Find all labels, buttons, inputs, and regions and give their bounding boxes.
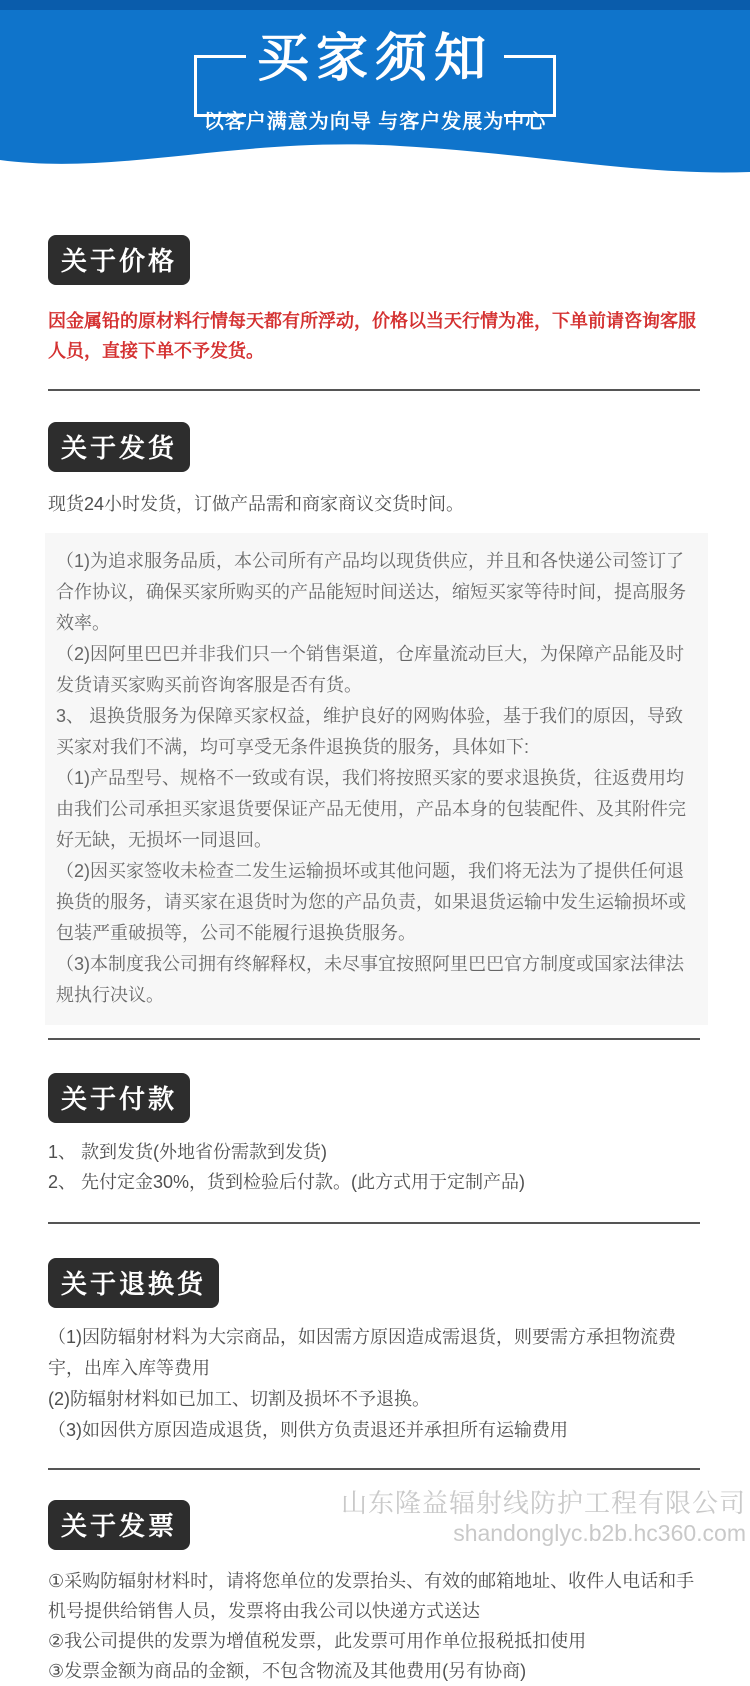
price-notice-text: 因金属铅的原材料行情每天都有所浮动，价格以当天行情为准，下单前请咨询客服人员，直接下单不予发货。 [48,311,696,361]
invoice-term: ①采购防辐射材料时，请将您单位的发票抬头、有效的邮箱地址、收件人电话和手机号提供给销售人员，发票将由我公司以快递方式送达 [48,1571,695,1621]
notice-content [0,178,750,1686]
returns-term: （3)如因供方原因造成退货，则供方负责退还并承担所有运输费用 [48,1420,569,1440]
section-divider [48,1468,700,1470]
watermark-company-name: 山东隆益辐射线防护工程有限公司 [340,1488,746,1518]
shipping-term: （1)产品型号、规格不一致或有误，我们将按照买家的要求退换货，往返费用均由我们公司承担买家退货要保证产品无使用，产品本身的包装配件、及其附件完好无缺，无损坏一同退回。 [56,768,686,850]
returns-term: (2)防辐射材料如已加工、切割及损坏不予退换。 [48,1389,430,1409]
section-divider [48,1222,700,1224]
section-divider [48,1038,700,1040]
page-title: 买家须知 [256,30,493,88]
shipping-term: （2)因阿里巴巴并非我们只一个销售渠道，仓库量流动巨大，为保障产品能及时发货请买家购买前咨询客服是否有货。 [56,644,685,695]
header-top-strip [0,0,750,10]
shipping-term: （1)为追求服务品质，本公司所有产品均以现货供应，并且和各快递公司签订了合作协议，确保买家所购买的产品能短时间送达，缩短买家等待时间，提高服务效率。 [56,551,686,633]
section-divider [48,389,700,391]
payment-term: 1、 款到发货(外地省份需款到发货) [48,1142,327,1162]
section-label-returns: 关于退换货 [48,1258,219,1308]
invoice-term: ②我公司提供的发票为增值税发票，此发票可用作单位报税抵扣使用 [48,1631,587,1651]
section-label-invoice: 关于发票 [48,1500,190,1550]
section-label-payment: 关于付款 [48,1073,190,1123]
section-label-shipping: 关于发货 [48,422,190,472]
header-wave-shape [0,132,750,180]
invoice-terms [48,1566,700,1686]
page-subtitle: 以客户满意为向导 与客户发展为中心 [203,111,547,133]
returns-term: （1)因防辐射材料为大宗商品，如因需方原因造成需退货，则要需方承担物流费宇，出库入库等费用 [48,1327,677,1378]
shipping-intro-text: 现货24小时发货，订做产品需和商家商议交货时间。 [48,494,465,514]
watermark-url: shandonglyc.b2b.hc360.com [453,1520,746,1546]
header-banner [0,0,750,178]
shipping-terms-box [45,533,708,1025]
payment-term: 2、 先付定金30%，货到检验后付款。(此方式用于定制产品) [48,1172,526,1192]
section-label-price: 关于价格 [48,235,190,285]
shipping-term: 3、 退换货服务为保障买家权益，维护良好的网购体验，基于我们的原因，导致买家对我们不满，均可享受无条件退换货的服务，具体如下: [56,706,684,757]
invoice-term: ③发票金额为商品的金额，不包含物流及其他费用(另有协商) [48,1661,527,1681]
returns-terms [48,1322,700,1446]
shipping-term: （3)本制度我公司拥有终解释权，未尽事宜按照阿里巴巴官方制度或国家法律法规执行决议。 [56,954,685,1005]
shipping-term: （2)因买家签收未检查二发生运输损坏或其他问题，我们将无法为了提供任何退换货的服务，请买家在退货时为您的产品负责，如果退货运输中发生运输损坏或包装严重破损等，公司不能履行退换货服务。 [56,861,686,943]
payment-terms [48,1137,700,1197]
